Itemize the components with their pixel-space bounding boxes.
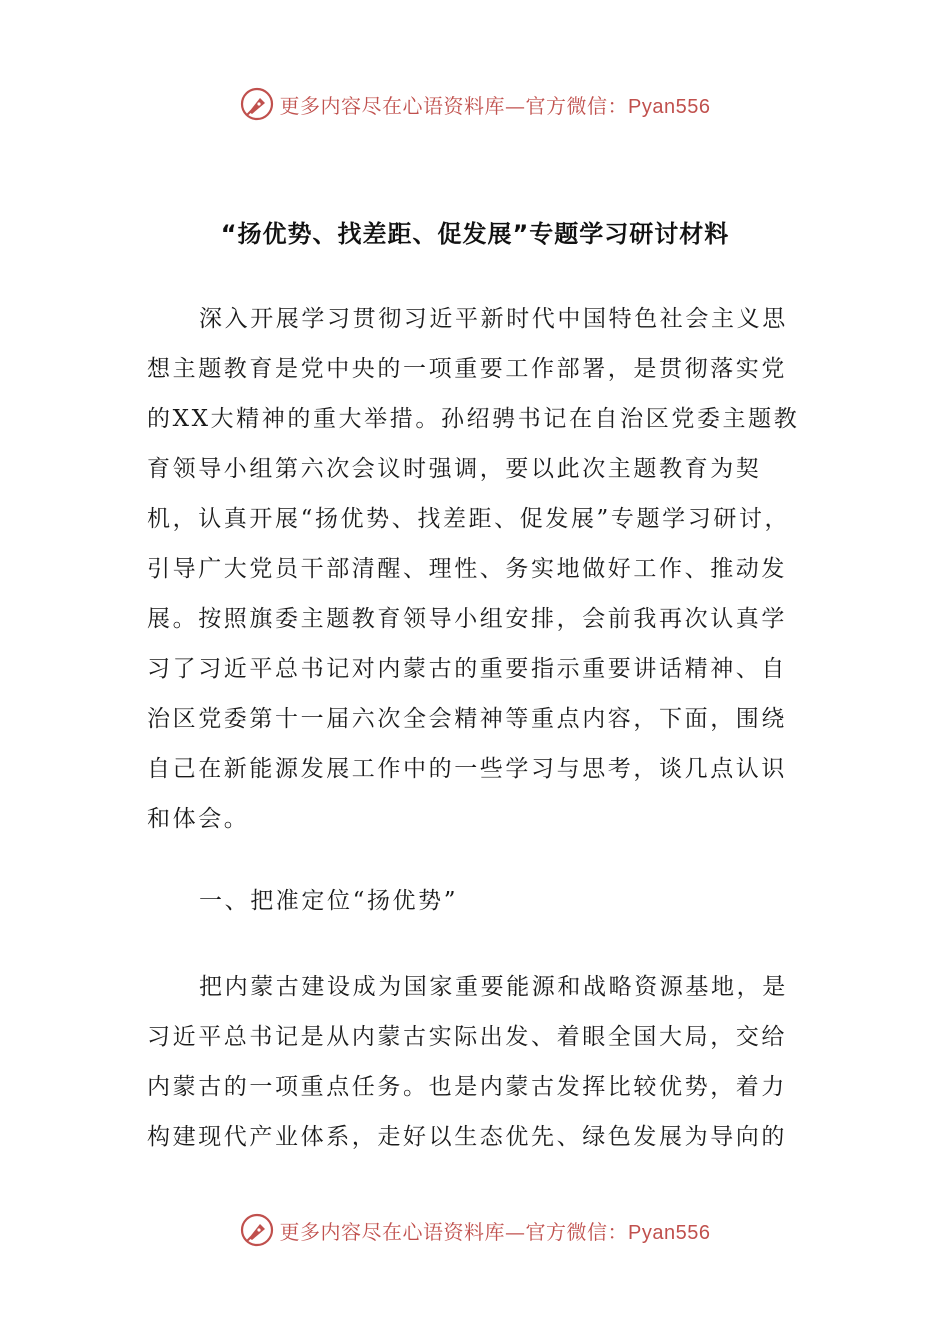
watermark-text bbox=[280, 90, 711, 119]
watermark-main-text: 更多内容尽在心语资料库— bbox=[279, 93, 526, 118]
watermark-wechat-id: Pyan556 bbox=[628, 95, 711, 118]
watermark-wechat-id: Pyan556 bbox=[628, 1221, 711, 1244]
document-title: “扬优势、找差距、促发展”专题学习研讨材料 bbox=[220, 220, 730, 248]
section-heading-1: 一、把准定位“扬优势” bbox=[199, 888, 459, 914]
pen-nib-logo-icon bbox=[240, 1213, 274, 1247]
watermark-wechat-label: 官方微信： bbox=[525, 93, 629, 118]
watermark-wechat-label: 官方微信： bbox=[525, 1219, 629, 1244]
header-watermark-banner bbox=[0, 84, 950, 124]
watermark-text bbox=[280, 1216, 711, 1245]
body-paragraph-1: 深入开展学习贯彻习近平新时代中国特色社会主义思想主题教育是党中央的一项重要工作部署，是贯彻落实党的XX大精神的重大举措。孙绍骋书记在自治区党委主题教育领导小组第六次会议时强调，要以此次主题教育为契机，认真开展“扬优势、找差距、促发展”专题学习研讨，引导广大党员干部清醒、理性、务实地做好工作、推动发展。按照旗委主题教育领导小组安排，会前我再次认真学习了习近平总书记对内蒙古的重要指示重要讲话精神、自治区党委第十一届六次全会精神等重点内容，下面，围绕自己在新能源发展工作中的一些学习与思考，谈几点认识和体会。 bbox=[147, 306, 800, 832]
footer-watermark-banner bbox=[0, 1210, 950, 1250]
pen-nib-logo-icon bbox=[240, 87, 274, 121]
watermark-main-text: 更多内容尽在心语资料库— bbox=[279, 1219, 526, 1244]
body-paragraph-2: 把内蒙古建设成为国家重要能源和战略资源基地，是习近平总书记是从内蒙古实际出发、着眼全国大局，交给内蒙古的一项重点任务。也是内蒙古发挥比较优势，着力构建现代产业体系，走好以生态优先、绿色发展为导向的 bbox=[147, 974, 788, 1150]
